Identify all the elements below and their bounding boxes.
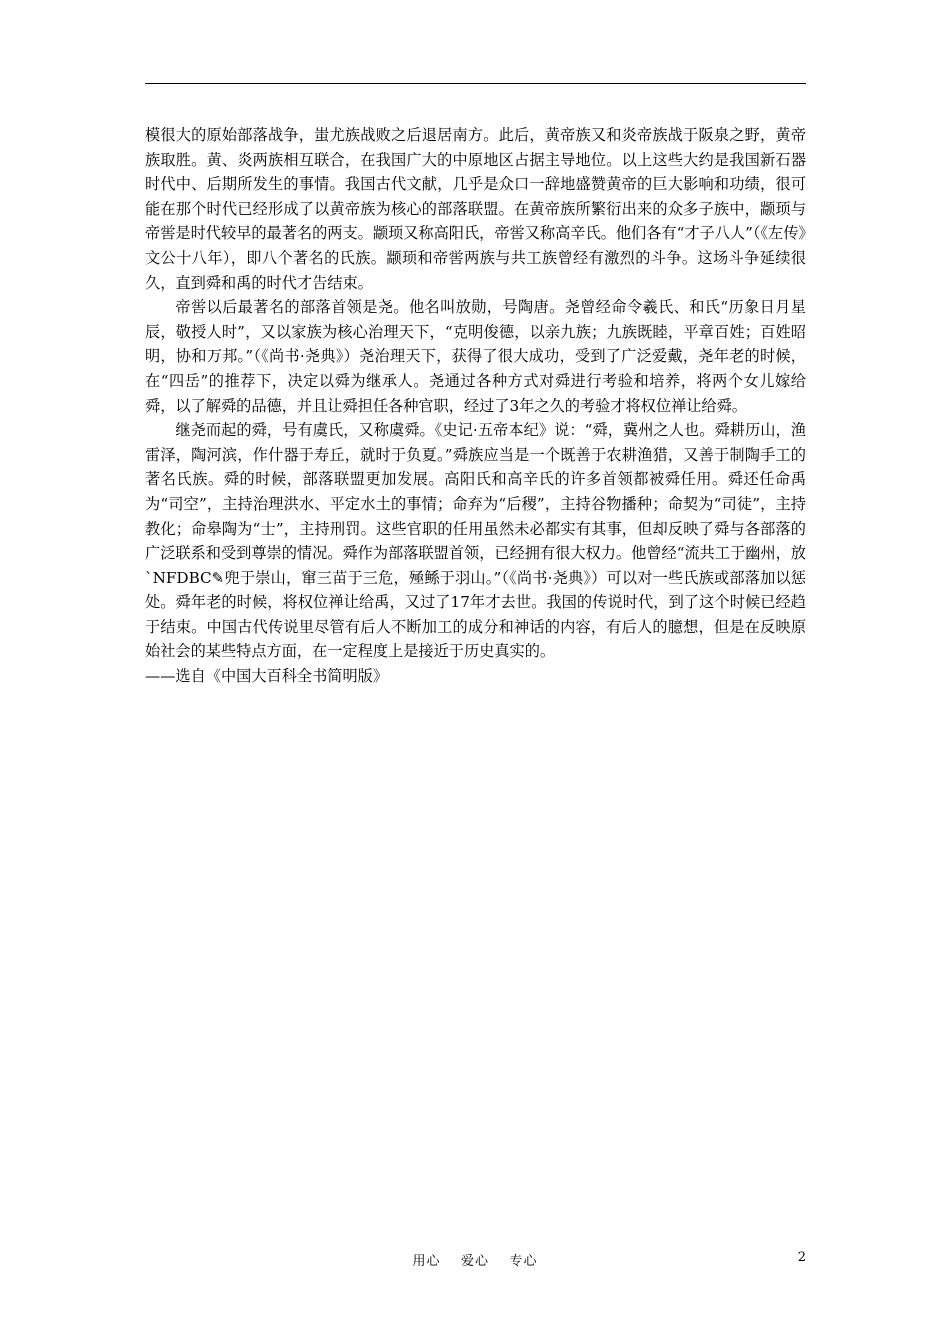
header-rule [145,83,806,84]
page-number: 2 [797,1250,806,1265]
source-citation: ——选自《中国大百科全书简明版》 [145,667,388,686]
paragraph-3: 继尧而起的舜，号有虞氏，又称虞舜。《史记·五帝本纪》说：“舜，冀州之人也。舜耕历山，渔雷泽，陶河滨，作什器于寿丘，就时于负夏。”舜族应当是一个既善于农耕渔猎，又善于制陶手工的著名氏族。舜的时候，部落联盟更加发展。高阳氏和高辛氏的许多首领都被舜任用。舜还任命禹为“司空”，主持治理洪水、平定水土的事情；命弃为“后稷”，主持谷物播种；命契为“司徒”，主持教化；命皋陶为“士”，主持刑罚。这些官职的任用虽然未必都实有其事，但却反映了舜与各部落的广泛联系和受到尊崇的情况。舜作为部落联盟首领，已经拥有很大权力。他曾经“流共工于幽州，放 `NFDBC✎兜于崇山，窜三苗于三危，殛鲧于羽山。”（《尚书·尧典》）可以对一些氏族或部落加以惩处。舜年老的时候，将权位禅让给禹，又过了17年才去世。我国的传说时代，到了这个时候已经趋于结束。中国古代传说里尽管有后人不断加工的成分和神话的内容，有后人的臆想，但是在反映原始社会的某些特点方面，在一定程度上是接近于历史真实的。 [145,421,806,661]
paragraph-2: 帝喾以后最著名的部落首领是尧。他名叫放勋，号陶唐。尧曾经命令羲氏、和氏“历象日月星辰，敬授人时”，又以家族为核心治理天下，“克明俊德，以亲九族；九族既睦，平章百姓；百姓昭明，协和万邦。”（《尚书·尧典》）尧治理天下，获得了很大成功，受到了广泛爱戴，尧年老的时候，在“四岳”的推荐下，决定以舜为继承人。尧通过各种方式对舜进行考验和培养，将两个女儿嫁给舜，以了解舜的品德，并且让舜担任各种官职，经过了3年之久的考验才将权位禅让给舜。 [145,298,806,415]
footer-motto: 用心 爱心 专心 [412,1254,538,1269]
document-body [145,123,806,689]
paragraph-1: 模很大的原始部落战争，蚩尤族战败之后退居南方。此后，黄帝族又和炎帝族战于阪泉之野，黄帝族取胜。黄、炎两族相互联合，在我国广大的中原地区占据主导地位。以上这些大约是我国新石器时代中、后期所发生的事情。我国古代文献，几乎是众口一辞地盛赞黄帝的巨大影响和功绩，很可能在那个时代已经形成了以黄帝族为核心的部落联盟。在黄帝族所繁衍出来的众多子族中，颛顼与帝喾是时代较早的最著名的两支。颛顼又称高阳氏，帝喾又称高辛氏。他们各有“才子八人”（《左传》文公十八年），即八个著名的氏族。颛顼和帝喾两族与共工族曾经有激烈的斗争。这场斗争延续很久，直到舜和禹的时代才告结束。 [145,126,806,292]
